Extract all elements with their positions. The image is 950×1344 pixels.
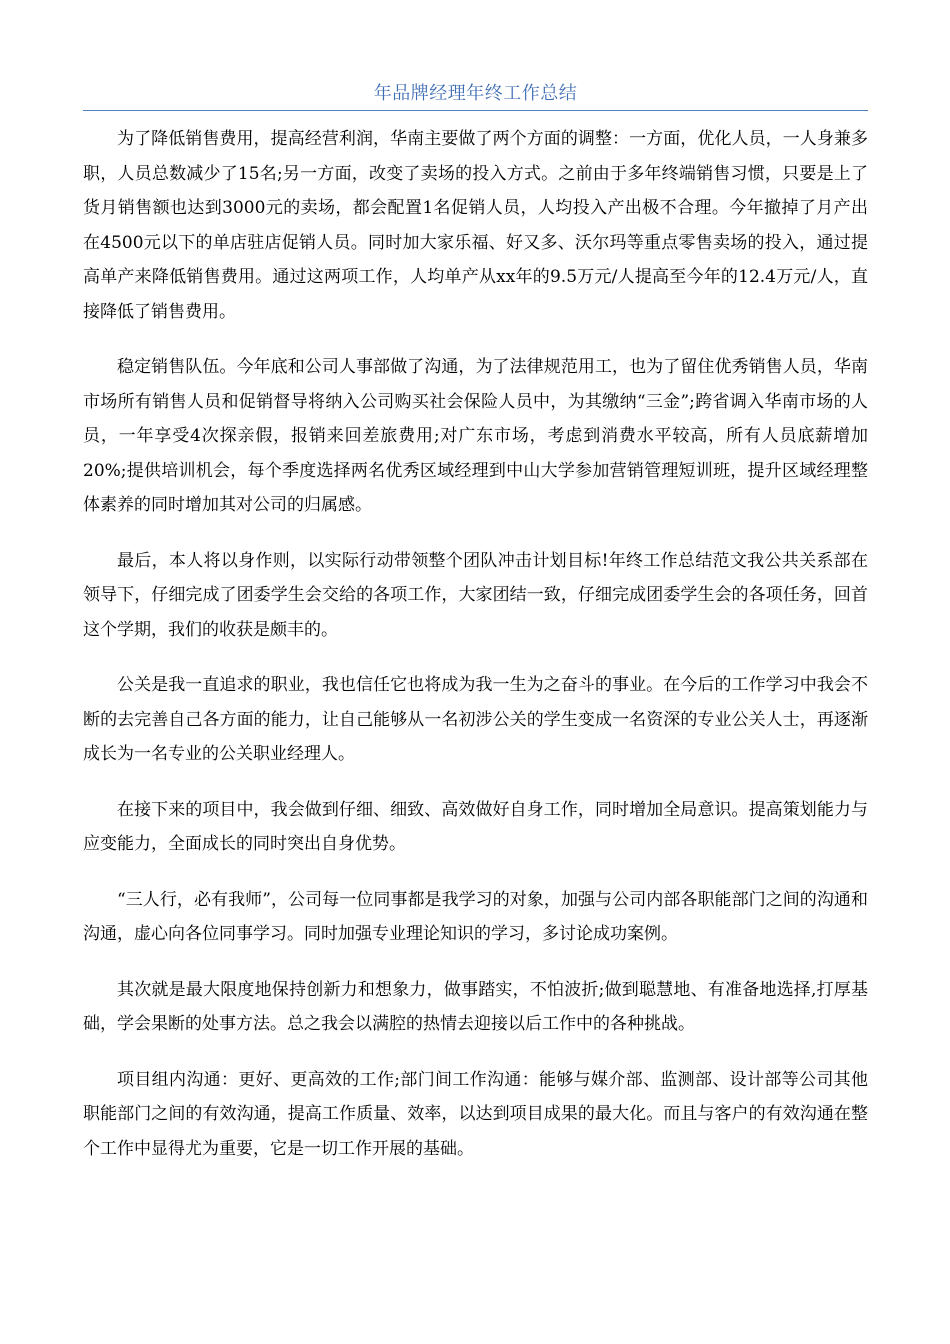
paragraph-sales-team: 稳定销售队伍。今年底和公司人事部做了沟通，为了法律规范用工，也为了留住优秀销售人员，华南市场所有销售人员和促销督导将纳入公司购买社会保险人员中，为其缴纳“三金”;跨省调入华南市场的人员，一年享受4次探亲假，报销来回差旅费用;对广东市场，考虑到消费水平较高，所有人员底薪增加20%;提供培训机会，每个季度选择两名优秀区域经理到中山大学参加营销管理短训班，提升区域经理整体素养的同时增加其对公司的归属感。 <box>83 357 868 515</box>
paragraph-communication: 项目组内沟通：更好、更高效的工作;部门间工作沟通：能够与媒介部、监测部、设计部等公司其他职能部门之间的有效沟通，提高工作质量、效率，以达到项目成果的最大化。而且与客户的有效沟通在整个工作中显得尤为重要，它是一切工作开展的基础。 <box>83 1069 868 1159</box>
paragraph-innovation: 其次就是最大限度地保持创新力和想象力，做事踏实，不怕波折;做到聪慧地、有准备地选择,打厚基础，学会果断的处事方法。总之我会以满腔的热情去迎接以后工作中的各种挑战。 <box>83 979 868 1034</box>
page-header <box>83 80 868 111</box>
paragraph-pr-career: 公关是我一直追求的职业，我也信任它也将成为我一生为之奋斗的事业。在今后的工作学习中我会不断的去完善自己各方面的能力，让自己能够从一名初涉公关的学生变成一名资深的专业公关人士，再逐渐成长为一名专业的公关职业经理人。 <box>83 675 868 764</box>
paragraph-next-project: 在接下来的项目中，我会做到仔细、细致、高效做好自身工作，同时增加全局意识。提高策划能力与应变能力，全面成长的同时突出自身优势。 <box>83 799 868 854</box>
paragraph-lead-by-example: 最后，本人将以身作则，以实际行动带领整个团队冲击计划目标!年终工作总结范文我公共关系部在领导下，仔细完成了团委学生会交给的各项工作，大家团结一致，仔细完成团委学生会的各项任务，回首这个学期，我们的收获是颇丰的。 <box>83 550 868 640</box>
page-title: 年品牌经理年终工作总结 <box>373 83 578 104</box>
paragraph-sales-cost: 为了降低销售费用，提高经营利润，华南主要做了两个方面的调整：一方面，优化人员，一人身兼多职，人员总数减少了15名;另一方面，改变了卖场的投入方式。之前由于多年终端销售习惯，只要是上了货月销售额也达到3000元的卖场，都会配置1名促销人员，人均投入产出极不合理。今年撤掉了月产出在4500元以下的单店驻店促销人员。同时加大家乐福、好又多、沃尔玛等重点零售卖场的投入，通过提高单产来降低销售费用。通过这两项工作，人均单产从xx年的9.5万元/人提高至今年的12.4万元/人，直接降低了销售费用。 <box>83 129 868 322</box>
document-body <box>83 122 868 1187</box>
paragraph-learn-from-colleagues: “三人行，必有我师”，公司每一位同事都是我学习的对象，加强与公司内部各职能部门之间的沟通和沟通，虚心向各位同事学习。同时加强专业理论知识的学习，多讨论成功案例。 <box>83 889 868 944</box>
